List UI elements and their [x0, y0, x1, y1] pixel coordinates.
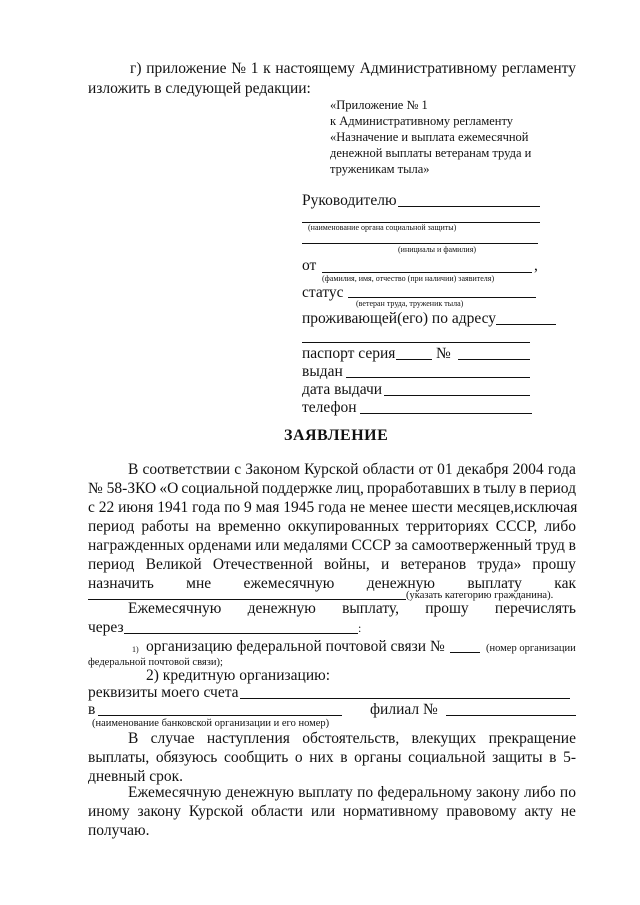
- word: Курской: [188, 803, 244, 820]
- issued-line: [346, 377, 530, 378]
- word: области: [362, 461, 415, 478]
- word: 2004: [512, 461, 544, 478]
- word: прекращение: [488, 730, 576, 747]
- word: Ежемесячную: [128, 784, 222, 801]
- p1-line-6: [88, 556, 576, 574]
- word: 1: [250, 60, 259, 77]
- word: Ежемесячную: [128, 600, 222, 617]
- word: обязуюсь: [155, 749, 218, 766]
- word: награжденных: [88, 537, 185, 554]
- word: защиты: [492, 749, 543, 766]
- word: период: [88, 518, 135, 535]
- word: по: [559, 784, 576, 801]
- annex-line-5: труженикам тыла»: [330, 162, 430, 176]
- opt1-num: 1): [132, 645, 139, 654]
- initials-caption: (инициалы и фамилия): [398, 245, 477, 254]
- word: назначить: [88, 575, 154, 592]
- from-line: [322, 272, 532, 273]
- word: в: [549, 749, 557, 766]
- word: исключая: [514, 499, 578, 516]
- p4-line-2: [88, 803, 576, 821]
- p1-line-5: [88, 537, 576, 555]
- word: социальной: [181, 480, 259, 497]
- intro-line-1: [130, 60, 576, 78]
- word: прошу: [425, 600, 469, 617]
- opt1-number-line: [450, 652, 480, 653]
- word: самоотверженный: [411, 537, 532, 554]
- word: закону: [137, 803, 182, 820]
- word: нормативному: [343, 803, 439, 820]
- branch-label: филиал №: [370, 701, 438, 718]
- issue-date-line: [384, 395, 530, 396]
- word: социальной: [408, 749, 486, 766]
- word: г): [130, 60, 142, 77]
- word: труда»: [477, 556, 522, 573]
- word: выплату,: [342, 600, 399, 617]
- word: правовому: [446, 803, 517, 820]
- passport-series-line: [396, 359, 432, 360]
- to-line: [398, 206, 540, 207]
- annex-line-2: к Административному регламенту: [330, 114, 514, 128]
- word: перечислять: [494, 600, 576, 617]
- word: от: [418, 461, 433, 478]
- word: период: [88, 556, 135, 573]
- organ-caption: (наименование органа социальной защиты): [308, 223, 457, 232]
- word: случае: [150, 730, 195, 747]
- phone-label: телефон: [302, 399, 357, 416]
- word: влекущих: [411, 730, 477, 747]
- account-label: реквизиты моего счета: [88, 684, 239, 701]
- word: в: [473, 480, 481, 497]
- word: года: [547, 461, 576, 478]
- word: В: [128, 461, 139, 478]
- word: временно: [217, 518, 281, 535]
- p4-line-1: [128, 784, 576, 802]
- word: о: [294, 749, 303, 766]
- opt1-caption: (номер организации: [486, 643, 576, 654]
- word: органы: [354, 749, 402, 766]
- word: наступления: [206, 730, 290, 747]
- word: Великой: [145, 556, 202, 573]
- word: денежную: [225, 784, 294, 801]
- passport-label: паспорт серия: [302, 345, 396, 362]
- word: поддержке: [261, 480, 333, 497]
- word: на: [195, 518, 211, 535]
- word: с: [234, 461, 242, 478]
- word: соответствии: [142, 461, 231, 478]
- phone-line: [360, 413, 532, 414]
- word: в: [568, 537, 576, 554]
- word: с 22 июня 1941 года по 9 мая 1945 года не менее шести месяцев,: [88, 499, 515, 516]
- via-line: [124, 633, 358, 634]
- word: денежную: [247, 600, 316, 617]
- word: ветеранов: [400, 556, 467, 573]
- word: выплату: [467, 575, 522, 592]
- passport-number-sign: №: [436, 345, 451, 362]
- word: оккупированных: [287, 518, 400, 535]
- to-label: Руководителю: [302, 192, 397, 209]
- p3-line-2: [88, 749, 576, 767]
- word: труд: [535, 537, 565, 554]
- page-title: ЗАЯВЛЕНИЕ: [284, 427, 389, 444]
- word: как: [554, 575, 576, 592]
- via-colon: :: [358, 621, 362, 635]
- status-caption: (ветеран труда, труженик тыла): [356, 299, 464, 308]
- word: акту: [524, 803, 553, 820]
- address-line-2: [302, 342, 530, 343]
- word: настоящему: [275, 60, 355, 77]
- passport-number-line: [458, 359, 530, 360]
- p4-line-3: получаю.: [88, 822, 150, 839]
- from-label: от: [302, 257, 317, 274]
- word: 01: [437, 461, 453, 478]
- word: к: [263, 60, 271, 77]
- p1-line-3: [88, 499, 576, 517]
- address-label: проживающей(его) по адресу: [302, 310, 497, 327]
- word: 5-: [563, 749, 576, 766]
- word: регламенту: [501, 60, 576, 77]
- initials-line: [302, 243, 538, 244]
- p2-via: через: [88, 619, 124, 636]
- status-line: [348, 297, 536, 298]
- word: Законом: [245, 461, 300, 478]
- opt2-text: 2) кредитную организацию:: [146, 667, 331, 684]
- word: ежемесячную: [243, 575, 335, 592]
- word: или: [310, 803, 336, 820]
- word: медалями: [283, 537, 348, 554]
- word: и: [380, 556, 390, 573]
- word: В: [128, 730, 139, 747]
- annex-line-3: «Назначение и выплата ежемесячной: [330, 130, 529, 144]
- word: в: [519, 480, 527, 497]
- word: приложение: [146, 60, 227, 77]
- word: выплату: [298, 784, 353, 801]
- word: мне: [186, 575, 212, 592]
- p2-line-1: [128, 600, 576, 618]
- word: работы: [141, 518, 189, 535]
- word: обстоятельств,: [302, 730, 400, 747]
- word: тылу: [483, 480, 517, 497]
- word: по: [357, 784, 374, 801]
- word: территориях: [406, 518, 489, 535]
- word: федеральному: [377, 784, 472, 801]
- annex-line-1: «Приложение № 1: [330, 98, 428, 112]
- word: проработавших: [366, 480, 470, 497]
- word: или: [255, 537, 280, 554]
- word: Административному: [359, 60, 498, 77]
- word: сообщить: [223, 749, 289, 766]
- word: № 58-ЗКО: [88, 480, 157, 497]
- word: либо: [544, 518, 576, 535]
- bank-caption: (наименование банковской организации и его номер): [92, 718, 330, 729]
- word: СССР,: [495, 518, 538, 535]
- address-line-1: [496, 324, 556, 325]
- word: Отечественной: [212, 556, 313, 573]
- word: в: [340, 749, 348, 766]
- annex-line-4: денежной выплаты ветеранам труда и: [330, 146, 532, 160]
- word: Курской: [304, 461, 359, 478]
- status-label: статус: [302, 284, 344, 301]
- word: области: [251, 803, 303, 820]
- word: не: [560, 803, 576, 820]
- word: №: [231, 60, 246, 77]
- word: либо: [523, 784, 556, 801]
- word: иному: [88, 803, 130, 820]
- word: них: [309, 749, 334, 766]
- word: выплаты,: [88, 749, 150, 766]
- word: закону: [476, 784, 520, 801]
- word: декабря: [456, 461, 509, 478]
- from-caption: (фамилия, имя, отчество (при наличии) заявителя): [322, 274, 495, 283]
- word: период: [529, 480, 576, 497]
- word: за: [394, 537, 408, 554]
- word: «О: [159, 480, 179, 497]
- word: лиц,: [335, 480, 364, 497]
- word: СССР: [351, 537, 392, 554]
- branch-line: [446, 715, 576, 716]
- word: прошу: [532, 556, 576, 573]
- word: войны,: [323, 556, 370, 573]
- opt1-text: организацию федеральной почтовой связи №: [146, 638, 445, 655]
- word: денежную: [366, 575, 435, 592]
- p1-line-4: [88, 518, 576, 536]
- from-comma: ,: [534, 257, 538, 274]
- opt1-caption-2: федеральной почтовой связи);: [88, 657, 223, 668]
- issued-label: выдан: [302, 363, 343, 380]
- p1-line-2: [88, 480, 576, 498]
- bank-prefix: в: [88, 701, 96, 718]
- word: орденами: [188, 537, 252, 554]
- intro-line-2: изложить в следующей редакции:: [88, 80, 311, 97]
- p3-line-1: [128, 730, 576, 748]
- p3-line-3: дневный срок.: [88, 768, 184, 785]
- account-line: [240, 698, 570, 699]
- issue-date-label: дата выдачи: [302, 381, 383, 398]
- category-caption: (указать категорию гражданина).: [406, 590, 554, 601]
- p1-line-1: [128, 461, 576, 479]
